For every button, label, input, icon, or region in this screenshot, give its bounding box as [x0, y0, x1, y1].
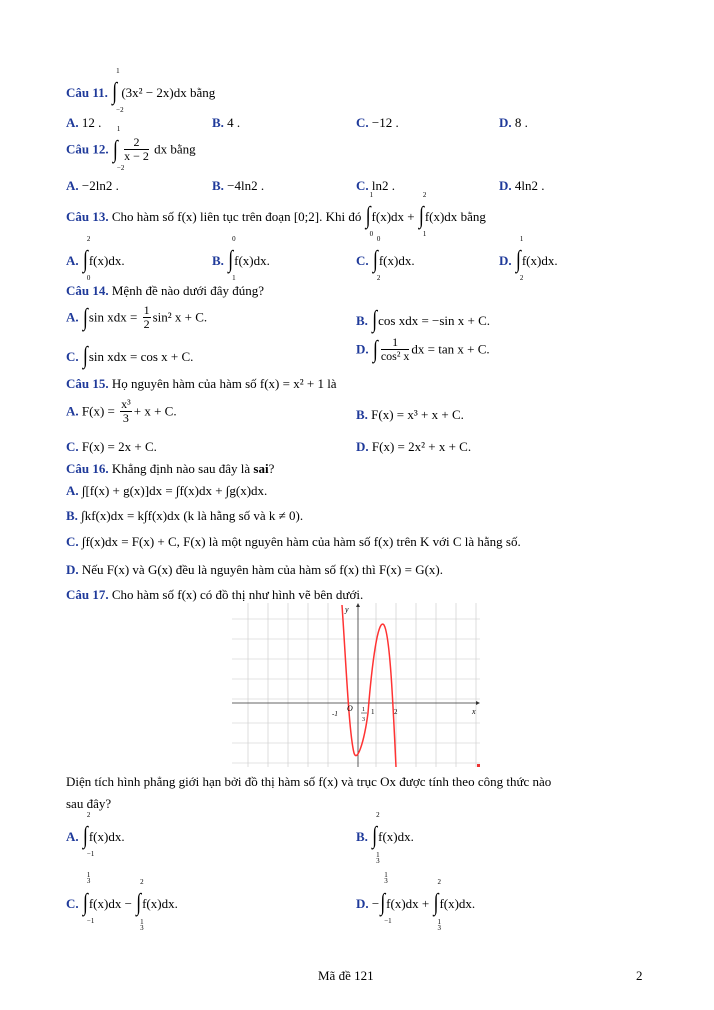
q16-option-d[interactable]: D. Nếu F(x) và G(x) đều là nguyên hàm của hàm số f(x) thì F(x) = G(x).	[66, 562, 444, 577]
q11-tail: bằng	[189, 85, 216, 100]
question-14: Câu 14. Mệnh đề nào dưới đây đúng?	[66, 283, 265, 298]
q17-option-b[interactable]: B. ∫ 2 1 3 f(x)dx.	[356, 810, 414, 866]
q11-option-d[interactable]: D. 8 .	[499, 115, 528, 130]
q17-option-d[interactable]: D. −∫ 1 3 −1 f(x)dx + ∫ 2 1 3 f(x)dx.	[356, 870, 476, 933]
q14-option-b[interactable]: B. ∫cos xdx = −sin x + C.	[356, 305, 491, 333]
q13-option-b[interactable]: B. ∫ 0 1 f(x)dx.	[212, 234, 270, 283]
question-15: Câu 15. Họ nguyên hàm của hàm số f(x) = x² + 1 là	[66, 376, 337, 391]
exam-code: Mã đề 121	[318, 968, 374, 983]
y-label: y	[345, 605, 349, 614]
q11-option-b[interactable]: B. 4 .	[212, 115, 241, 130]
q12-option-b[interactable]: B. −4ln2 .	[212, 178, 265, 193]
question-16: Câu 16. Khẳng định nào sau đây là sai?	[66, 461, 275, 476]
q12-fraction: $\frac{2}{x - 2}$	[124, 135, 149, 163]
q12-option-a[interactable]: A. −2ln2 .	[66, 178, 119, 193]
q11-integrand: (3x² − 2x)dx	[121, 85, 187, 100]
q11-option-a[interactable]: A. 12 .	[66, 115, 102, 130]
function-graph	[232, 603, 480, 767]
q11-option-c[interactable]: C. −12 .	[356, 115, 399, 130]
q14-option-a[interactable]: A. ∫sin xdx = $\frac{1}{2}$ sin² x + C.	[66, 303, 208, 331]
corner-handle	[477, 764, 480, 767]
q17-option-c[interactable]: C. ∫ 1 3 −1 f(x)dx − ∫ 2 1 3 f(x)dx.	[66, 870, 178, 933]
q12-option-c[interactable]: C. ln2 .	[356, 178, 396, 193]
integral-sign: ∫ 1 −2	[112, 66, 124, 115]
q13-option-a[interactable]: A. ∫ 2 0 f(x)dx.	[66, 234, 125, 283]
question-13: Câu 13. Cho hàm số f(x) liên tục trên đoạn [0;2]. Khi đó ∫ 1 0 f(x)dx + ∫ 2 1 f(x)dx bằng	[66, 190, 486, 239]
tick-neg1: -1	[332, 710, 338, 718]
q16-option-b[interactable]: B. ∫kf(x)dx = k∫f(x)dx (k là hằng số và k ≠ 0).	[66, 508, 304, 523]
q16-option-a[interactable]: A. ∫[f(x) + g(x)]dx = ∫f(x)dx + ∫g(x)dx.	[66, 483, 268, 498]
q12-option-d[interactable]: D. 4ln2 .	[499, 178, 545, 193]
q17-option-a[interactable]: A. ∫ 2 −1 f(x)dx.	[66, 810, 125, 859]
q13-option-c[interactable]: C. ∫ 0 2 f(x)dx.	[356, 234, 415, 283]
question-12: Câu 12. ∫ 1 −2 $\frac{2}{x - 2}$ dx bằng	[66, 125, 196, 173]
q15-option-d[interactable]: D. F(x) = 2x² + x + C.	[356, 439, 472, 454]
tick-third-num: 1	[362, 707, 365, 713]
question-11	[66, 66, 216, 115]
q13-option-d[interactable]: D. ∫ 1 2 f(x)dx.	[499, 234, 558, 283]
q15-option-a[interactable]: A. F(x) = $\frac{\text{x³}}{3}$ + x + C.	[66, 397, 177, 425]
q14-option-c[interactable]: C. ∫sin xdx = cos x + C.	[66, 341, 194, 369]
q16-option-c[interactable]: C. ∫f(x)dx = F(x) + C, F(x) là một nguyên hàm của hàm số f(x) trên K với C là hằng số.	[66, 534, 521, 549]
q17-description-2: sau đây?	[66, 796, 112, 811]
tick-2: 2	[394, 708, 398, 716]
q15-option-c[interactable]: C. F(x) = 2x + C.	[66, 439, 157, 454]
tick-third-den: 3	[362, 717, 365, 723]
q14-option-d[interactable]: D. ∫ $\frac{1}{\text{cos² x}}$ dx = tan x + C.	[356, 335, 490, 363]
origin-label: O	[347, 704, 353, 713]
question-17: Câu 17. Cho hàm số f(x) có đồ thị như hình vẽ bên dưới.	[66, 587, 364, 602]
q15-option-b[interactable]: B. F(x) = x³ + x + C.	[356, 407, 464, 422]
q11-label: Câu 11.	[66, 85, 108, 100]
grid	[232, 603, 480, 767]
tick-1: 1	[371, 708, 375, 716]
q17-description-1: Diện tích hình phẳng giới hạn bởi đồ thị hàm số f(x) và trục Ox được tính theo công thức nào	[66, 774, 552, 789]
x-label: x	[472, 707, 476, 716]
page-number: 2	[636, 968, 643, 983]
